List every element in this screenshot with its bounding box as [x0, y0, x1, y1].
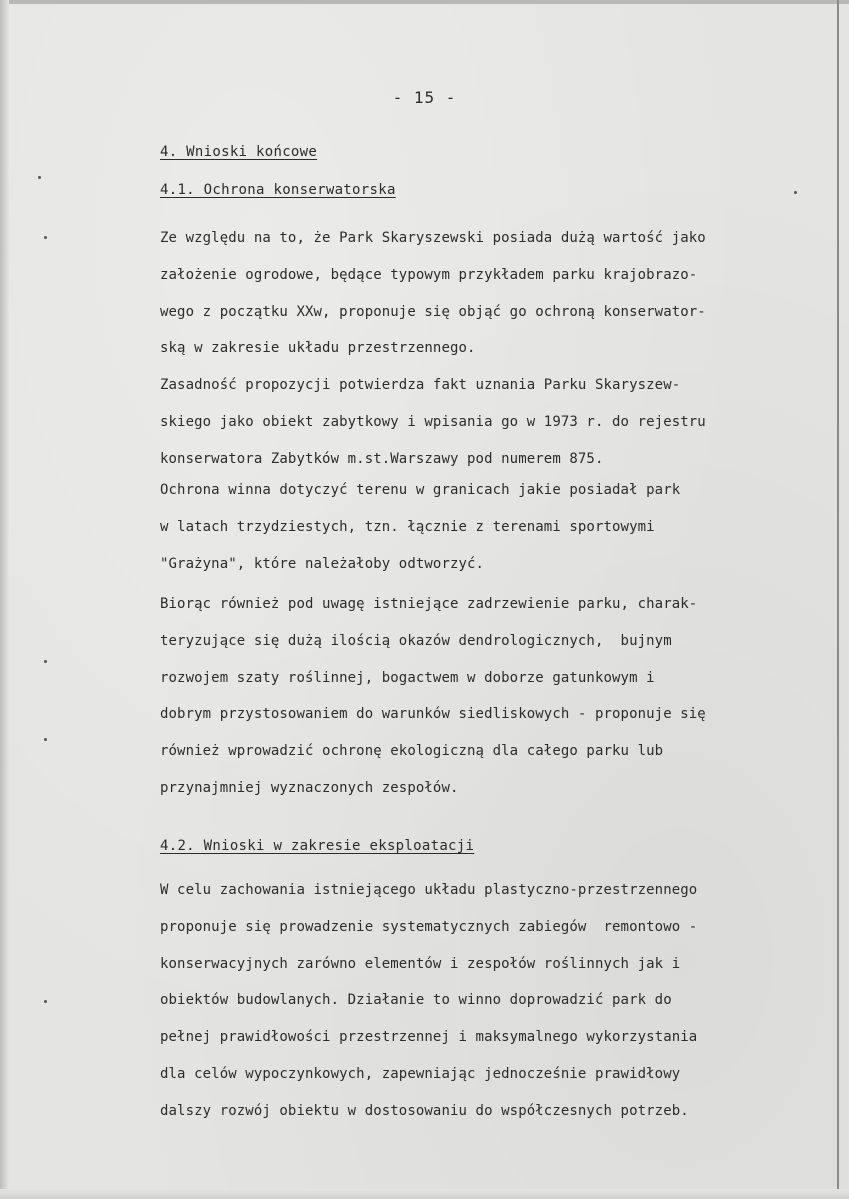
text-line: rozwojem szaty roślinnej, bogactwem w doborze gatunkowym i	[160, 669, 655, 686]
paragraph-protection-area	[160, 472, 840, 582]
text-line: Zasadność propozycji potwierdza fakt uznania Parku Skaryszew-	[160, 377, 681, 394]
text-line: ską w zakresie układu przestrzennego.	[160, 340, 476, 357]
margin-mark	[44, 738, 47, 741]
text-line: konserwacyjnych zarówno elementów i zespołów roślinnych jak i	[160, 955, 681, 972]
text-line: "Grażyna", które należałoby odtworzyć.	[160, 555, 485, 572]
text-line: w latach trzydziestych, tzn. łącznie z terenami sportowymi	[160, 518, 655, 535]
text-line: dobrym przystosowaniem do warunków siedliskowych - proponuje się	[160, 706, 706, 723]
page-edge-bottom	[0, 1189, 849, 1199]
section-heading-4-2: 4.2. Wnioski w zakresie eksploatacji	[160, 838, 475, 854]
text-line: Ze względu na to, że Park Skaryszewski posiada dużą wartość jako	[160, 230, 706, 246]
text-line: proponuje się prowadzenie systematycznych zabiegów remontowo -	[160, 918, 698, 935]
page-edge-top	[0, 0, 849, 4]
text-line: pełnej prawidłowości przestrzennej i maksymalnego wykorzystania	[160, 1029, 698, 1046]
paragraph-ecological-protection	[160, 586, 840, 807]
margin-mark	[794, 191, 797, 194]
text-line: również wprowadzić ochronę ekologiczną dla całego parku lub	[160, 743, 664, 760]
text-line: wego z początku XXw, proponuje się objąć go ochroną konserwator-	[160, 303, 706, 320]
text-line: skiego jako obiekt zabytkowy i wpisania go w 1973 r. do rejestru	[160, 413, 706, 430]
page-number: - 15 -	[392, 88, 457, 107]
text-line: dla celów wypoczynkowych, zapewniając jednocześnie prawidłowy	[160, 1065, 681, 1082]
chapter-heading: 4. Wnioski końcowe	[160, 144, 318, 160]
margin-mark	[44, 1000, 47, 1003]
text-line: konserwatora Zabytków m.st.Warszawy pod numerem 875.	[160, 450, 604, 467]
text-line: obiektów budowlanych. Działanie to winno doprowadzić park do	[160, 992, 672, 1009]
text-line: dalszy rozwój obiektu w dostosowaniu do współczesnych potrzeb.	[160, 1102, 689, 1119]
paragraph-protection-intro	[160, 220, 840, 478]
margin-mark	[44, 236, 47, 239]
section-heading-4-1: 4.1. Ochrona konserwatorska	[160, 182, 396, 198]
text-line: Biorąc również pod uwagę istniejące zadrzewienie parku, charak-	[160, 596, 698, 612]
margin-mark	[44, 660, 47, 663]
paragraph-exploitation	[160, 872, 840, 1130]
text-line: W celu zachowania istniejącego układu plastyczno-przestrzennego	[160, 882, 698, 898]
margin-mark	[38, 176, 41, 179]
text-line: założenie ogrodowe, będące typowym przykładem parku krajobrazo-	[160, 266, 698, 283]
text-line: przynajmniej wyznaczonych zespołów.	[160, 779, 459, 796]
page-edge-left	[0, 0, 9, 1199]
text-line: Ochrona winna dotyczyć terenu w granicach jakie posiadał park	[160, 482, 681, 498]
text-line: teryzujące się dużą ilością okazów dendrologicznych, bujnym	[160, 632, 672, 649]
